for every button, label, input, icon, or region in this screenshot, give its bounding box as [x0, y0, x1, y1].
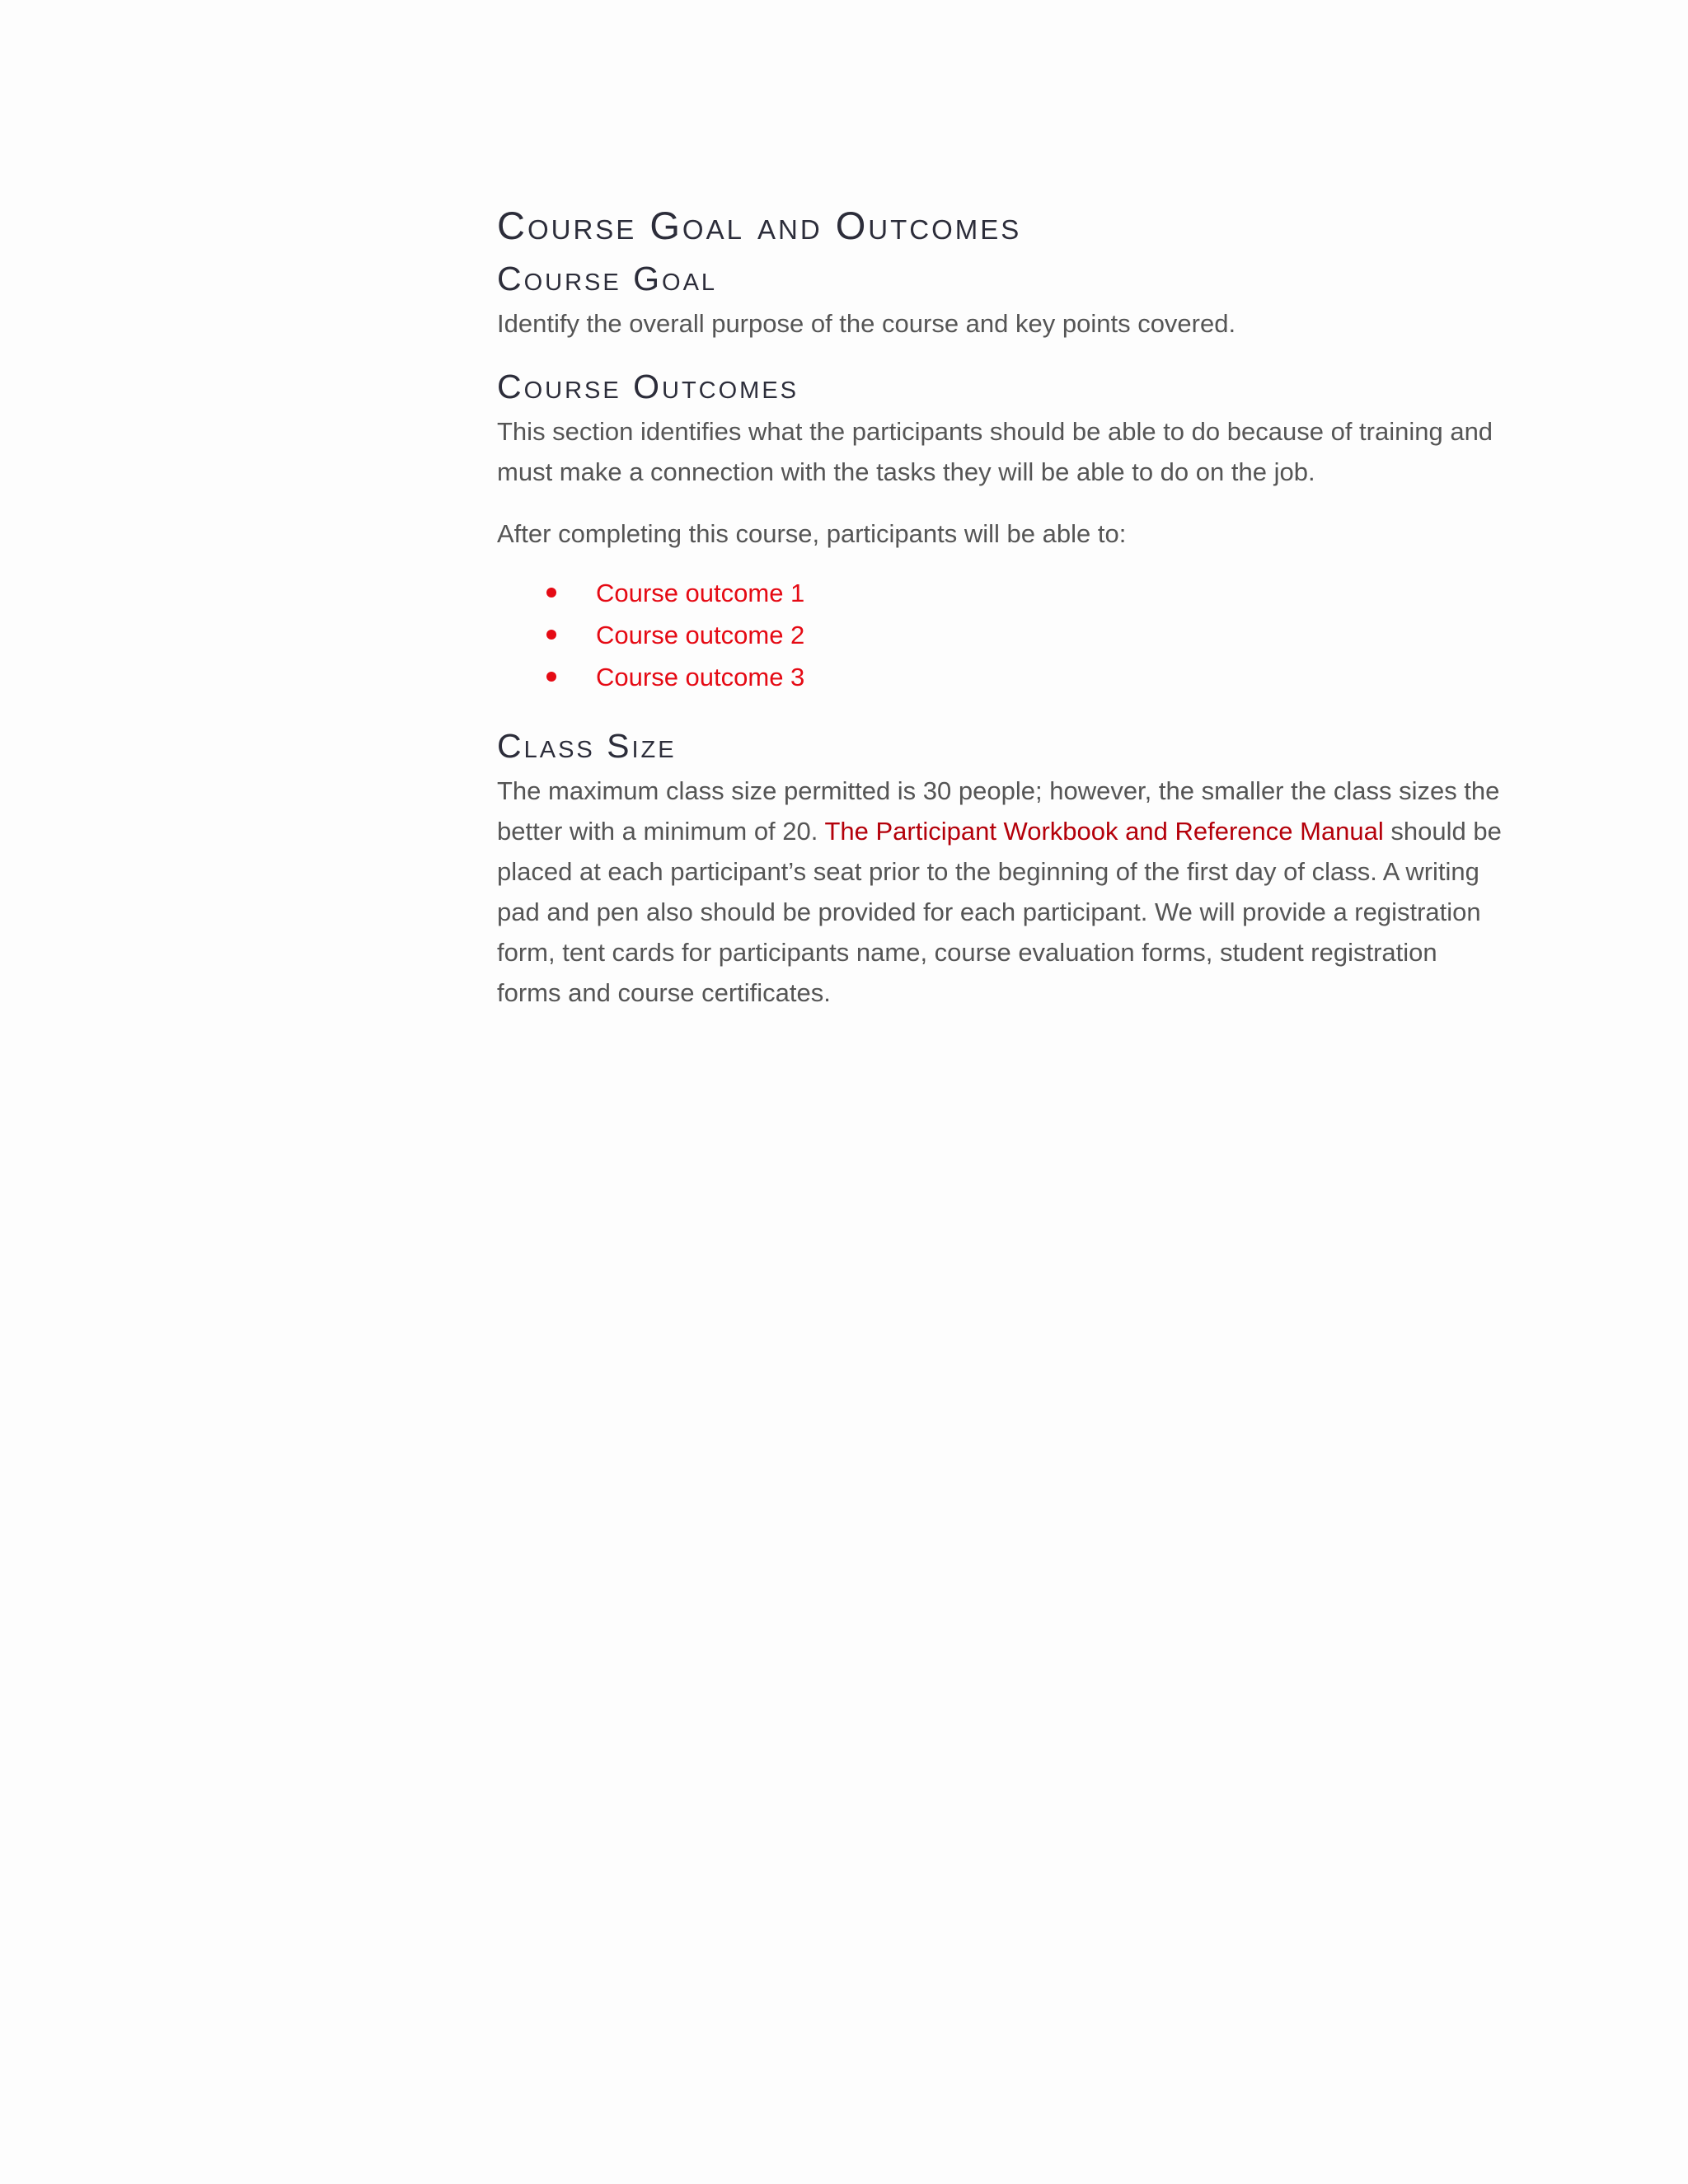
- bullet-icon: [546, 588, 556, 598]
- course-goal-instruction: Identify the overall purpose of the course and key points covered.: [497, 309, 1236, 338]
- class-size-text-start: The maximum class size permitted is 30 people; however, the smaller the class sizes the better with a minimum of 20.: [497, 776, 1500, 846]
- course-outcomes-instruction: This section identifies what the participants should be able to do because of training and must make a connection with the tasks they will be able to do on the job.: [497, 417, 1493, 486]
- outcome-label: Course outcome 3: [596, 663, 805, 691]
- list-item: [497, 572, 1503, 614]
- list-item: [497, 656, 1503, 698]
- spacer: [497, 492, 1503, 513]
- bullet-icon: [546, 630, 556, 640]
- outcomes-list: [497, 572, 1503, 698]
- outcome-label: Course outcome 1: [596, 579, 805, 607]
- page-title: Course Goal and Outcomes: [497, 204, 1022, 247]
- workbook-reference-link[interactable]: The Participant Workbook and Reference Manual: [824, 817, 1384, 846]
- spacer: [497, 698, 1503, 721]
- spacer: [497, 344, 1503, 362]
- outcome-label: Course outcome 2: [596, 621, 805, 649]
- course-goal-heading: Course Goal: [497, 260, 718, 298]
- page-content: [497, 198, 1503, 1013]
- class-size-paragraph: [497, 771, 1503, 1013]
- course-outcomes-heading: Course Outcomes: [497, 368, 799, 405]
- list-item: [497, 614, 1503, 656]
- outcomes-intro: After completing this course, participants will be able to:: [497, 519, 1127, 548]
- bullet-icon: [546, 672, 556, 682]
- class-size-text-end: should be placed at each participant’s seat prior to the beginning of the first day of class. A writing pad and pen also should be provided for each participant. We will provide a registration form, tent cards for participants name, course evaluation forms, student registration forms and course certificates.: [497, 817, 1502, 1007]
- class-size-heading: Class Size: [497, 727, 677, 765]
